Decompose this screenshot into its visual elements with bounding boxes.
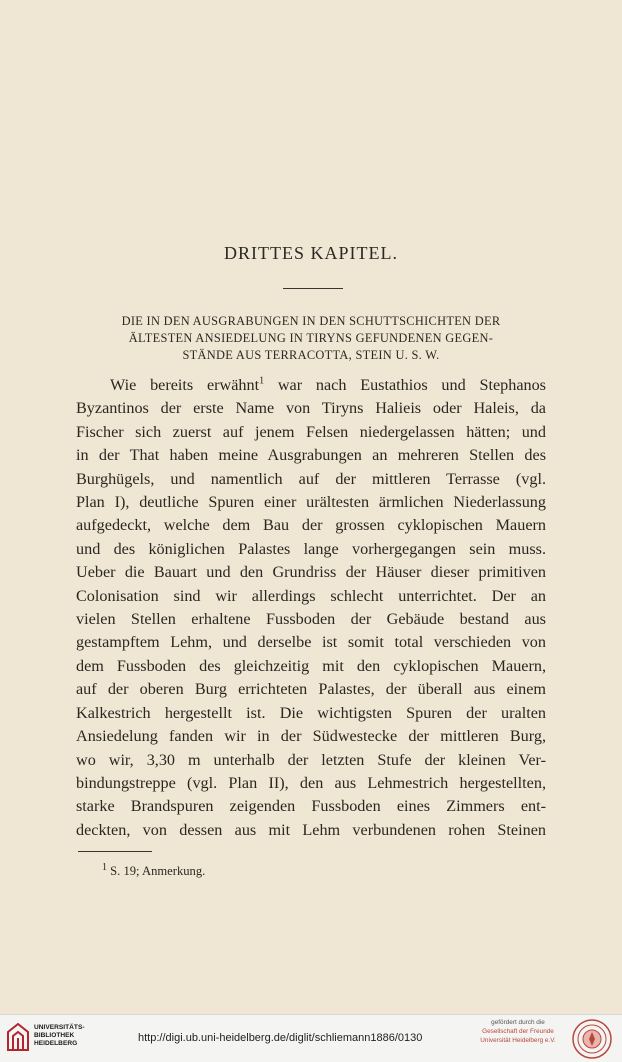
heading-rule [283,288,343,289]
body-line: Colonisation sind wir allerdings schlecht unterrichtet. Der an [76,586,546,605]
sponsor-name[interactable]: Gesellschaft der Freunde [482,1028,554,1035]
body-line: Ueber die Bauart und den Grundriss der Häuser dieser primitiven [76,563,546,582]
body-line: Fischer sich zuerst auf jenem Felsen niedergelassen hätten; und [76,422,546,441]
body-line [76,374,546,397]
library-name[interactable] [34,1024,85,1048]
body-line: Kalkestrich hergestellt ist. Die wichtigsten Spuren der uralten [76,703,546,722]
body-line: aufgedeckt, welche dem Bau der grossen cyklopischen Mauern [76,516,546,535]
subtitle-line: DIE IN DEN AUSGRABUNGEN IN DEN SCHUTTSCHICHTEN DER [121,314,501,328]
university-library-logo-icon[interactable] [6,1022,30,1052]
footnote-text: S. 19; Anmerkung. [107,864,206,878]
library-name-line: BIBLIOTHEK [34,1032,75,1039]
university-seal-icon [570,1018,614,1060]
body-text [76,374,546,842]
body-line: in der That haben meine Ausgrabungen an mehreren Stellen des [76,446,546,465]
sponsor-intro: gefördert durch die [491,1019,545,1026]
permalink-url[interactable]: http://digi.ub.uni-heidelberg.de/diglit/schliemann1886/0130 [138,1032,423,1044]
library-name-line: UNIVERSITÄTS- [34,1024,85,1031]
body-line: Ansiedelung fanden wir in der Südwestecke der mittleren Burg, [76,727,546,746]
subtitle-line: STÄNDE AUS TERRACOTTA, STEIN U. S. W. [182,348,440,362]
body-line: Byzantinos der erste Name von Tiryns Halieis oder Haleis, da [76,399,546,418]
body-line: bindungstreppe (vgl. Plan II), den aus Lehmestrich hergestellten, [76,773,546,792]
body-line: auf der oberen Burg errichteten Palastes, der überall aus einem [76,680,546,699]
chapter-heading: DRITTES KAPITEL. [224,243,398,263]
body-line-start: Wie bereits erwähnt [110,376,260,394]
footnote [102,861,206,879]
footnote-reference[interactable]: 1 [259,375,265,387]
body-line: dem Fussboden des gleichzeitig mit den cyklopischen Mauern, [76,656,546,675]
body-line: Plan I), deutliche Spuren einer urältesten ärmlichen Niederlassung [76,493,546,512]
body-line: und des königlichen Palastes lange vorhergegangen sein muss. [76,539,546,558]
chapter-subtitle [76,313,546,364]
body-line: vielen Stellen erhaltene Fussboden der Gebäude bestand aus [76,610,546,629]
body-line: wo wir, 3,30 m unterhalb der letzten Stufe der kleinen Ver- [76,750,546,769]
library-name-line: HEIDELBERG [34,1040,78,1047]
sponsor-name-line-2[interactable]: Universität Heidelberg e.V. [480,1037,556,1044]
footnote-rule [78,851,152,852]
body-line: gestampftem Lehm, und derselbe ist somit total verschieden von [76,633,546,652]
sponsor-note [470,1018,566,1045]
subtitle-line: ÄLTESTEN ANSIEDELUNG IN TIRYNS GEFUNDENEN GEGEN- [128,331,494,345]
body-line: deckten, von dessen aus mit Lehm verbundenen rohen Steinen [76,820,546,839]
body-line-end: war nach Eustathios und Stephanos [264,376,546,394]
footnote-mark: 1 [102,861,107,873]
body-line: Burghügels, und namentlich auf der mittleren Terrasse (vgl. [76,469,546,488]
body-line: starke Brandspuren zeigenden Fussboden eines Zimmers ent- [76,797,546,816]
